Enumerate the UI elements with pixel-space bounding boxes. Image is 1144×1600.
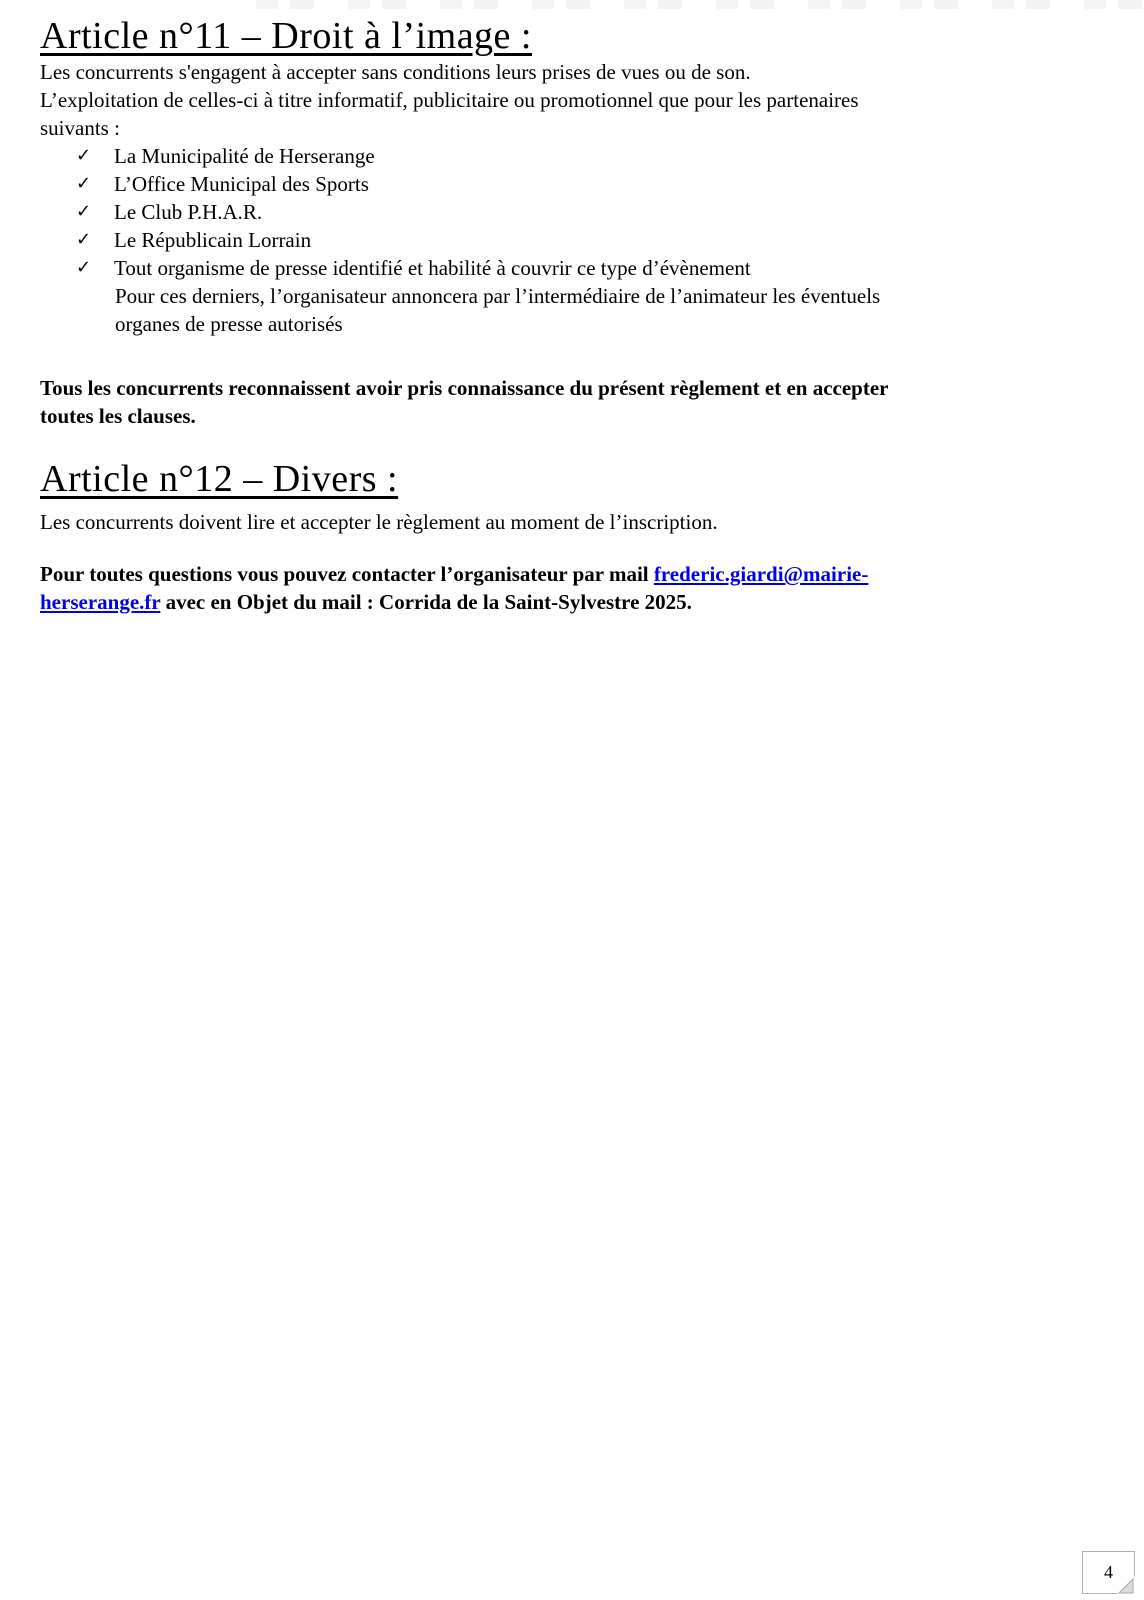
contact-text: avec en Objet du mail : Corrida de la Saint-Sylvestre 2025.	[160, 590, 692, 614]
article11-intro	[40, 58, 1048, 142]
list-item-label: Le Club P.H.A.R.	[114, 200, 263, 224]
folded-corner-icon	[1117, 1576, 1135, 1594]
intro-line: Les concurrents s'engagent à accepter sans conditions leurs prises de vues ou de son.	[40, 60, 751, 84]
page-number: 4	[1104, 1562, 1113, 1582]
contact-text: Pour toutes questions vous pouvez contacter l’organisateur par mail	[40, 562, 654, 586]
article11-title: Article n°11 – Droit à l’image :	[40, 15, 532, 57]
page-content	[40, 0, 1048, 616]
checkmark-icon: ✓	[76, 229, 92, 250]
page-number-frame	[1082, 1551, 1135, 1594]
list-item-label: La Municipalité de Herserange	[114, 144, 375, 168]
acknowledgement-paragraph	[40, 374, 1048, 430]
intro-line: suivants :	[40, 116, 120, 140]
list-item	[40, 198, 1048, 226]
checkmark-icon: ✓	[76, 145, 92, 166]
acknowledgement-line: toutes les clauses.	[40, 404, 196, 428]
list-item	[40, 142, 1048, 170]
contact-line	[40, 560, 1048, 588]
email-link-part1[interactable]: frederic.giardi@mairie-	[653, 562, 869, 586]
acknowledgement-line: Tous les concurrents reconnaissent avoir pris connaissance du présent règlement et en accepter	[40, 376, 889, 400]
list-item	[40, 254, 1048, 282]
list-item-label: Tout organisme de presse identifié et habilité à couvrir ce type d’évènement	[114, 256, 751, 280]
list-item	[40, 226, 1048, 254]
list-item-label: L’Office Municipal des Sports	[114, 172, 369, 196]
checkmark-icon: ✓	[76, 201, 92, 222]
contact-line	[40, 588, 1048, 616]
intro-line: L’exploitation de celles-ci à titre informatif, publicitaire ou promotionnel que pour les partenaires	[40, 88, 859, 112]
contact-paragraph	[40, 560, 1048, 616]
list-item-label: Le Républicain Lorrain	[114, 228, 312, 252]
checkmark-icon: ✓	[76, 173, 92, 194]
list-item	[40, 170, 1048, 198]
email-link-part2[interactable]: herserange.fr	[40, 590, 161, 614]
partner-list	[40, 142, 1048, 338]
press-note-line: organes de presse autorisés	[115, 312, 343, 336]
article12-body: Les concurrents doivent lire et accepter le règlement au moment de l’inscription.	[40, 510, 718, 534]
checkmark-icon: ✓	[76, 257, 92, 278]
press-note-line: Pour ces derniers, l’organisateur annoncera par l’intermédiaire de l’animateur les éventuels	[115, 284, 881, 308]
article12-title: Article n°12 – Divers :	[40, 458, 399, 500]
